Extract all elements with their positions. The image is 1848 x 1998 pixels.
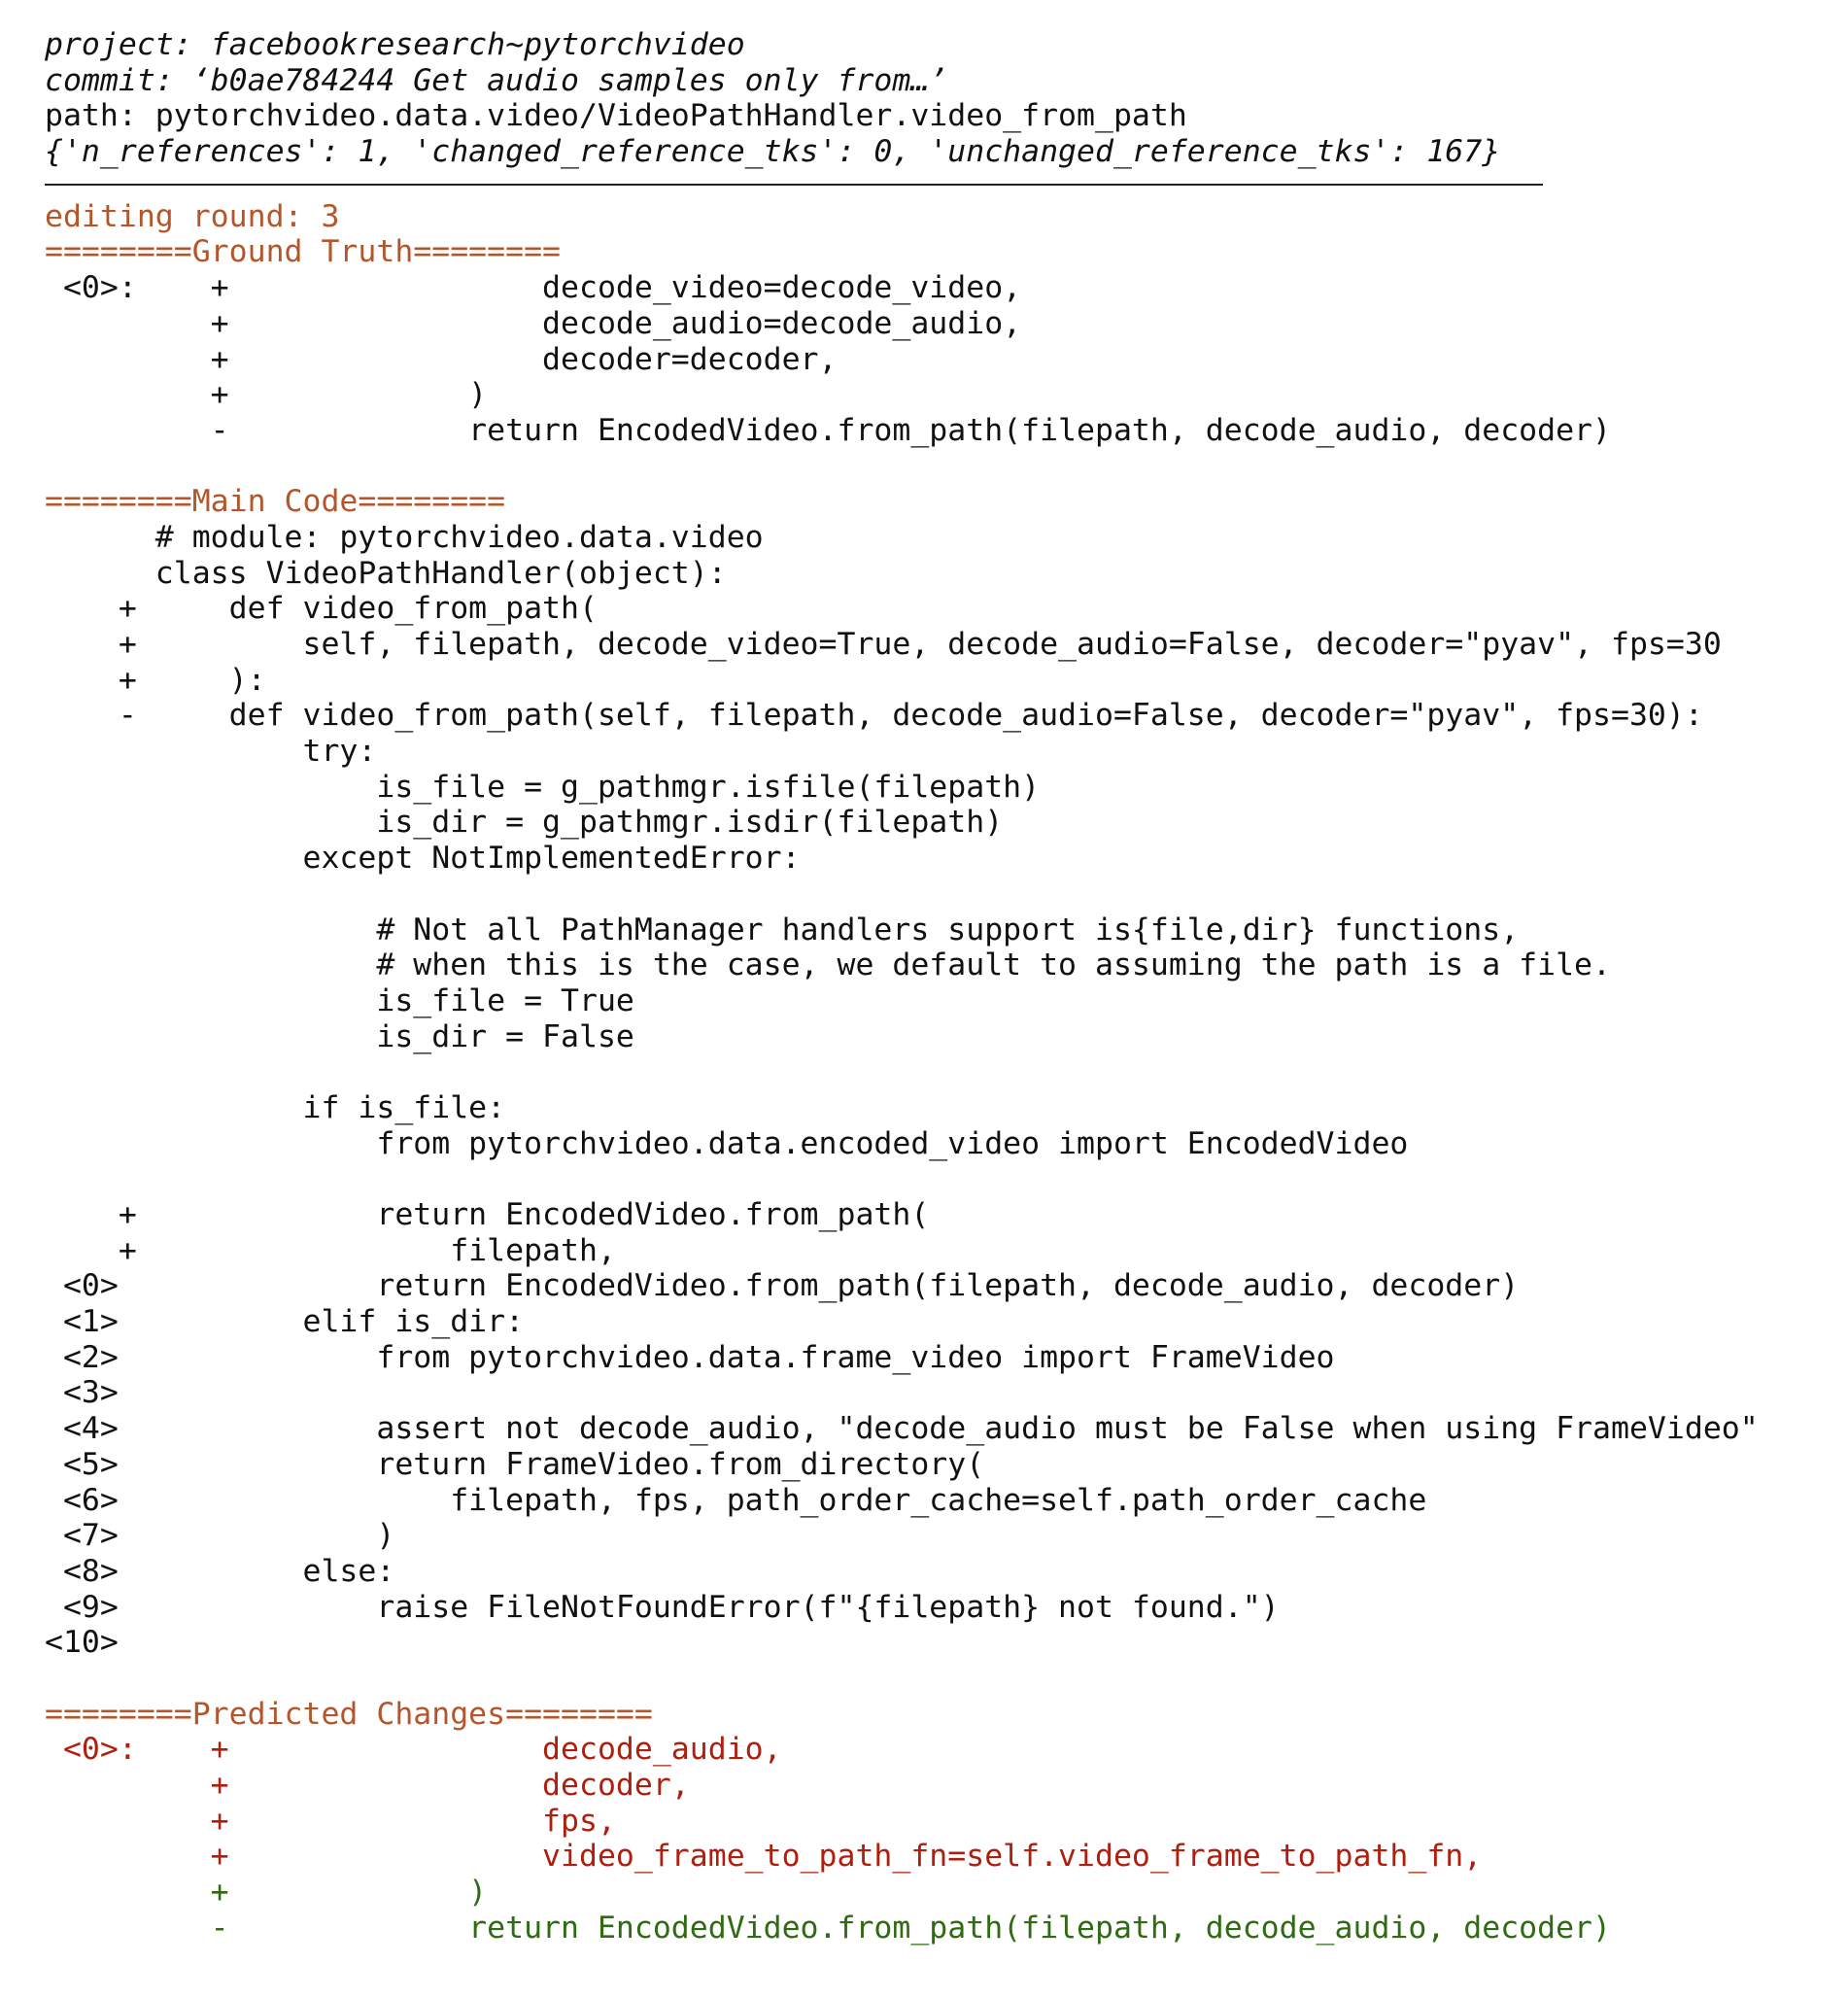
- code-line: <2> from pytorchvideo.data.frame_video import FrameVideo: [45, 1339, 1335, 1375]
- code-line: <8> else:: [45, 1553, 395, 1589]
- stats-line: {'n_references': 1, 'changed_reference_tks': 0, 'unchanged_reference_tks': 167}: [45, 134, 1501, 170]
- path-line: path: pytorchvideo.data.video/VideoPathHandler.video_from_path: [45, 98, 1187, 134]
- editing-round-label: editing round: 3: [45, 198, 340, 234]
- code-line: + ):: [45, 662, 266, 698]
- code-line: [45, 877, 1829, 913]
- spacer: [45, 449, 1829, 485]
- code-line: # when this is the case, we default to assuming the path is a file.: [45, 947, 1611, 983]
- code-line: <3>: [45, 1375, 119, 1411]
- code-line: <1> elif is_dir:: [45, 1304, 525, 1340]
- code-line: + filepath,: [45, 1232, 616, 1268]
- predicted-changes-block: [45, 1732, 1829, 1946]
- main-code-block: [45, 520, 1829, 1661]
- separator-rule: [45, 184, 1543, 186]
- code-line: + ): [45, 377, 488, 413]
- code-line: is_file = True: [45, 982, 634, 1018]
- code-line: try:: [45, 734, 377, 770]
- code-line: + return EncodedVideo.from_path(: [45, 1197, 930, 1232]
- code-line: if is_file:: [45, 1089, 506, 1125]
- code-line: except NotImplementedError:: [45, 841, 801, 877]
- code-line: + decoder,: [45, 1768, 690, 1803]
- code-line: <0>: + decode_audio,: [45, 1732, 782, 1768]
- code-line: <6> filepath, fps, path_order_cache=self.path_order_cache: [45, 1482, 1427, 1518]
- code-line: from pytorchvideo.data.encoded_video import EncodedVideo: [45, 1125, 1409, 1161]
- code-line: - def video_from_path(self, filepath, decode_audio=False, decoder="pyav", fps=30):: [45, 698, 1703, 734]
- code-line: <0> return EncodedVideo.from_path(filepath, decode_audio, decoder): [45, 1268, 1520, 1304]
- diff-document: [45, 27, 1829, 1946]
- code-line: [45, 1161, 1829, 1197]
- commit-line: commit: ‘b0ae784244 Get audio samples only from…’: [45, 62, 948, 98]
- code-line: + def video_from_path(: [45, 591, 598, 627]
- code-line: is_file = g_pathmgr.isfile(filepath): [45, 769, 1041, 805]
- code-line: + video_frame_to_path_fn=self.video_frame_to_path_fn,: [45, 1839, 1483, 1875]
- ground-truth-title: ========Ground Truth========: [45, 234, 562, 270]
- code-line: - return EncodedVideo.from_path(filepath, decode_audio, decoder): [45, 1910, 1611, 1946]
- code-line: <7> ): [45, 1518, 395, 1554]
- code-line: + self, filepath, decode_video=True, decode_audio=False, decoder="pyav", fps=30: [45, 627, 1722, 662]
- project-line: project: facebookresearch~pytorchvideo: [45, 27, 745, 62]
- code-line: + ): [45, 1875, 488, 1911]
- code-line: <9> raise FileNotFoundError(f"{filepath} not found."): [45, 1589, 1280, 1625]
- code-line: + decode_audio=decode_audio,: [45, 305, 1022, 341]
- predicted-changes-title: ========Predicted Changes========: [45, 1696, 653, 1732]
- code-line: <4> assert not decode_audio, "decode_audio must be False when using FrameVideo": [45, 1411, 1759, 1447]
- code-line: [45, 1054, 1829, 1090]
- code-line: is_dir = False: [45, 1018, 634, 1054]
- code-line: <5> return FrameVideo.from_directory(: [45, 1446, 985, 1482]
- code-line: # Not all PathManager handlers support is{file,dir} functions,: [45, 912, 1520, 947]
- code-line: + fps,: [45, 1803, 616, 1839]
- spacer: [45, 1661, 1829, 1697]
- ground-truth-block: [45, 270, 1829, 448]
- code-line: is_dir = g_pathmgr.isdir(filepath): [45, 805, 1004, 841]
- code-line: <10>: [45, 1625, 119, 1661]
- code-line: class VideoPathHandler(object):: [45, 555, 727, 591]
- code-line: + decoder=decoder,: [45, 341, 838, 377]
- code-line: <0>: + decode_video=decode_video,: [45, 270, 1022, 306]
- code-line: # module: pytorchvideo.data.video: [45, 519, 764, 555]
- main-code-title: ========Main Code========: [45, 484, 506, 520]
- code-line: - return EncodedVideo.from_path(filepath, decode_audio, decoder): [45, 412, 1611, 448]
